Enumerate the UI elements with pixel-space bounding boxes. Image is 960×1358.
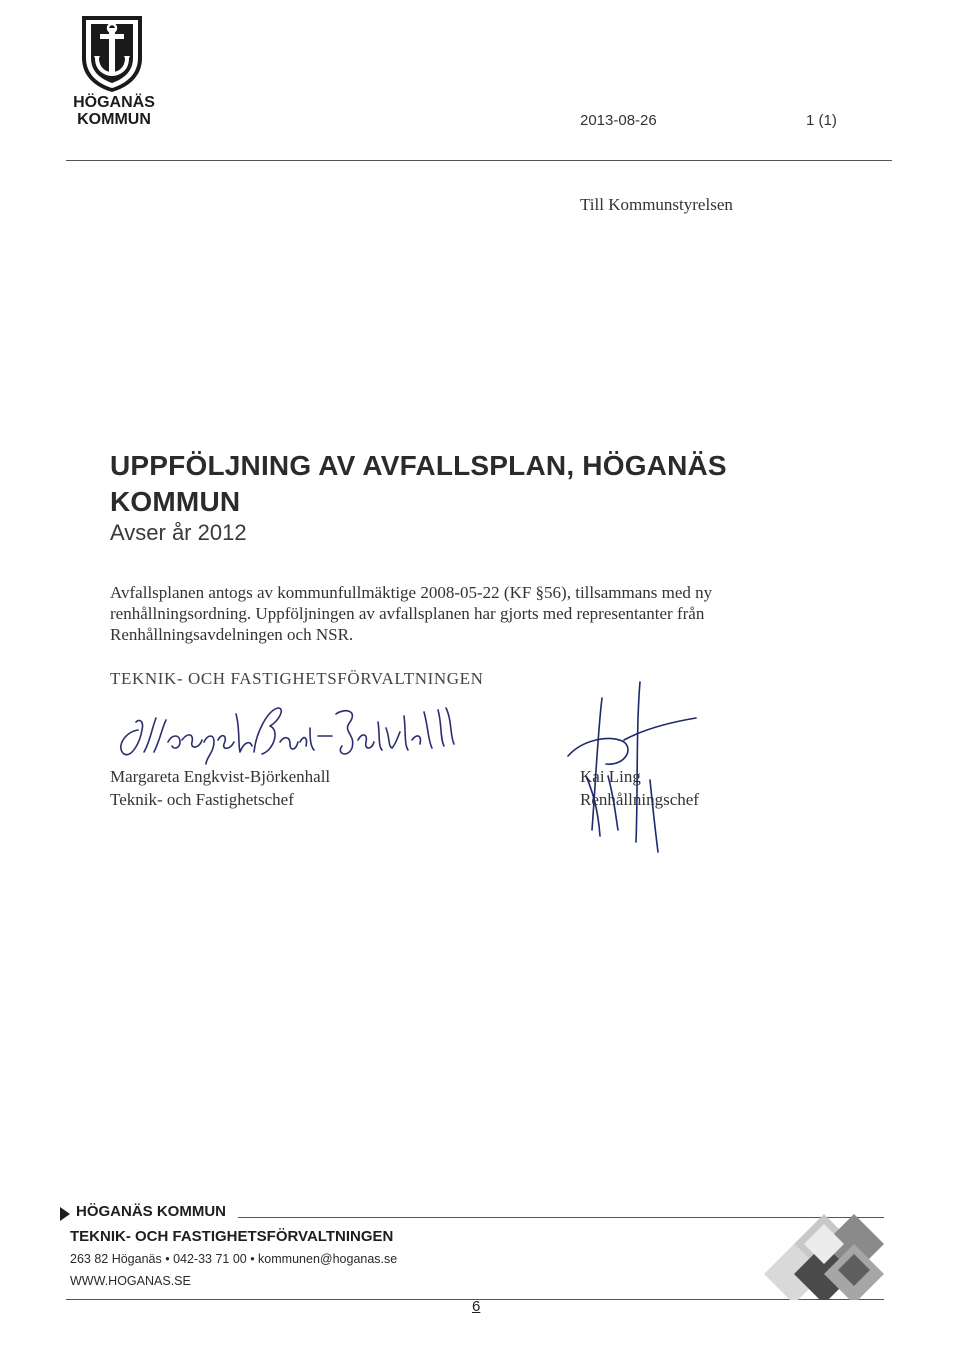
page-number: 6 xyxy=(472,1298,481,1315)
signatory-2-role: Renhållningschef xyxy=(580,790,699,809)
footer-department: TEKNIK- OCH FASTIGHETSFÖRVALTNINGEN xyxy=(70,1228,394,1245)
coat-of-arms-anchor-icon xyxy=(64,12,160,92)
document-title: UPPFÖLJNING AV AVFALLSPLAN, HÖGANÄS KOMMUN xyxy=(110,450,727,517)
signature-margareta xyxy=(110,692,470,772)
signatory-1-role: Teknik- och Fastighetschef xyxy=(110,790,294,809)
signatory-2-name: Kai Ling xyxy=(580,767,641,786)
recipient: Till Kommunstyrelsen xyxy=(580,195,733,214)
signatory-1-name: Margareta Engkvist-Björkenhall xyxy=(110,767,331,786)
footer-website: WWW.HOGANAS.SE xyxy=(70,1274,191,1288)
department-heading: TEKNIK- OCH FASTIGHETSFÖRVALTNINGEN xyxy=(110,669,484,688)
org-name-line2: KOMMUN xyxy=(77,111,151,128)
footer-contact: 263 82 Höganäs • 042-33 71 00 • kommunen@hoganas.se xyxy=(70,1252,398,1266)
signatory-1 xyxy=(110,765,330,811)
document-subtitle: Avser år 2012 xyxy=(110,520,247,545)
footer-org-name: HÖGANÄS KOMMUN xyxy=(76,1203,226,1220)
document-date: 2013-08-26 xyxy=(580,112,657,129)
triangle-right-icon xyxy=(60,1207,70,1221)
diamond-pattern-icon xyxy=(758,1214,888,1300)
header-divider xyxy=(66,160,892,161)
page-indicator: 1 (1) xyxy=(806,112,837,129)
body-paragraph: Avfallsplanen antogs av kommunfullmäktige 2008-05-22 (KF §56), tillsammans med ny renhållningsordning. Uppföljningen av avfallsplanen har gjorts med representanter från Renhållningsavdelningen och NSR. xyxy=(110,583,713,644)
signature-kai-ling xyxy=(562,680,702,860)
coat-of-arms-logo xyxy=(64,12,160,97)
org-name-line1: HÖGANÄS xyxy=(73,94,155,111)
org-name xyxy=(64,94,164,128)
